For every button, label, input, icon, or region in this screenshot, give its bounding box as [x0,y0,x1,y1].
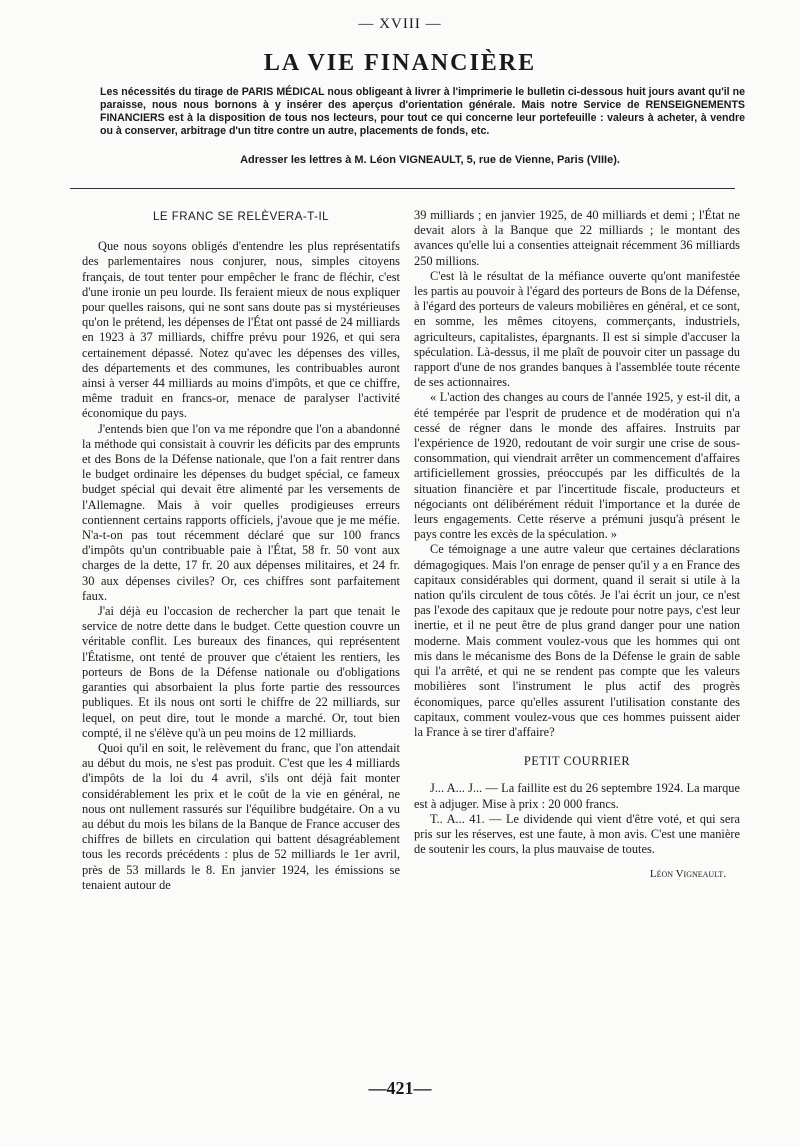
courrier-title: PETIT COURRIER [523,754,631,769]
article-paragraph: C'est là le résultat de la méfiance ouverte qu'ont manifestée les partis au pouvoir à l'égard des porteurs de Bons de la Défense, à l'égard des porteurs de valeurs mobilières en général, et ce sont, en somme, les mêmes citoyens, commerçants, industriels, agriculteurs, capitalistes, épargnants. Il est si simple d'accuser la spéculation. Là-dessus, il me plaît de pouvoir citer un passage du rapport d'une de nos grandes banques à l'assemblée toute récente de ses actionnaires. [414,268,741,390]
article-paragraph: Que nous soyons obligés d'entendre les plus représentatifs des parlementaires nous conjurer, nous, simples citoyens français, de tout tenter pour empêcher le franc de fléchir, c'est d'une ironie un peu lourde. Ils feraient mieux de nous expliquer pour quelles raisons, qui ne sont sans doute pas si mystérieuses qu'on le prétend, les dépenses de l'État ont passé de 24 milliards en 1923 à 37 milliards, chiffre prévu pour 1926, et qui sera certainement dépassé. Notez qu'avec les dépenses des villes, des départements et des communes, les contribuables auront ainsi à verser 44 milliards au moins d'impôts, et que ce chiffre, même traduit en francs-or, menace de paralyser l'activité économique du pays. [82,239,400,421]
right-column [414,208,740,883]
contact-address: Adresser les lettres à M. Léon VIGNEAULT, 5, rue de Vienne, Paris (VIIIe). [240,154,620,166]
article-paragraph: « L'action des changes au cours de l'année 1925, y est-il dit, a été tempérée par l'esprit de prudence et de modération qui n'a cessé de régner dans le monde des affaires. Instruits par l'expérience de 1920, redoutant de voir surgir une crise de sous-consommation, qui viendrait arrêter un commencement d'affaires artificiellement grossies, préoccupés par les difficultés de la situation financière et par l'incertitude fiscale, producteurs et négociants ont délibérément réduit l'importance et la durée de leurs engagements. Cette réserve a prémuni jusqu'à présent le pays contre les excès de la spéculation. » [414,390,740,542]
article-title: LE FRANC SE RELÈVERA-T-IL [152,211,330,223]
author-signature: Léon Vigneault. [649,868,726,881]
page-title: LA VIE FINANCIÈRE [263,50,537,76]
article-paragraph: Quoi qu'il en soit, le relèvement du franc, que l'on attendait au début du mois, ne s'est pas produit. C'est que les 4 milliards d'impôts de la loi du 4 avril, s'ils ont déjà fait monter considérablement les prix et le coût de la vie en général, ne nous ont nullement rassurés sur l'équilibre budgétaire. On a vu au début du mois les bilans de la Banque de France accuser des chiffres de billets en circulation qui battent désagréablement tous les records précédents : plus de 52 milliards le 1er avril, près de 53 millards le 8. En janvier 1924, les émissions se tenaient autour de [82,740,400,892]
page-number: —421— [368,1078,432,1098]
article-paragraph: 39 milliards ; en janvier 1925, de 40 milliards et demi ; l'État ne devait alors à la Banque que 22 milliards ; le montant des avances qu'elle lui a consenties atteignait récemment 36 milliards 250 millions. [414,208,740,268]
roman-page-number: — XVIII — [358,16,442,32]
courrier-entry: T.. A... 41. — Le dividende qui vient d'être voté, et qui sera pris sur les réserves, est une faute, à mon avis. C'est une manière de soutenir les cours, la plus mauvaise de toutes. [414,811,740,857]
article-paragraph: J'ai déjà eu l'occasion de rechercher la part que tenait le service de notre dette dans le budget. Cette question couvre un véritable conflit. Les bureaux des finances, qui représentent l'Étatisme, ont tenté de prouver que c'étaient les rentiers, les porteurs de Bons de la Défense nationale ou d'obligations garanties qui absorbaient la plus forte partie des ressources publiques. Et ils nous ont sorti le chiffre de 22 milliards, sur lequel, on peut dire, tout le monde a marché. Or, tout bien compté, il ne s'élève qu'à un peu moins de 12 milliards. [82,604,400,740]
editorial-notice: Les nécessités du tirage de PARIS MÉDICAL nous obligeant à livrer à l'imprimerie le bulletin ci-dessous huit jours avant qu'il ne paraisse, nous nous bornons à y insérer des aperçus d'orientation générale. Mais notre Service de RENSEIGNEMENTS FINANCIERS est à la disposition de tous nos lecteurs, pour tout ce qui concerne leur portefeuille : valeurs à acheter, à vendre ou à conserver, arbitrage d'un titre contre un autre, placements de fonds, etc. [100,86,745,137]
header-divider [70,188,735,189]
article-paragraph: Ce témoignage a une autre valeur que certaines déclarations démagogiques. Mais l'on enrage de penser qu'il y a en France des capitaux considérables qui dorment, quand il serait si utile à la nation qu'ils circulent de tous côtés. Je l'ai écrit un jour, ce n'est pas l'exode des capitaux que je redoute pour notre pays, c'est leur inertie, et il ne peut être de plus grand danger pour une nation moderne. Mais comment voulez-vous que les hommes qui ont mis dans le mécanisme des Bons de la Défense le grain de sable qui l'a arrêté, et qui ne se rendent pas compte que les valeurs mobilières sont l'instrument le plus actif des progrès économiques, parce qu'elles assurent l'utilisation constante des capitaux, comment voulez-vous que ces hommes puissent aider la France à se tirer d'affaire? [414,542,740,739]
courrier-entry: J... A... J... — La faillite est du 26 septembre 1924. La marque est à adjuger. Mise à prix : 20 000 francs. [414,781,740,811]
article-paragraph: J'entends bien que l'on va me répondre que l'on a abandonné la méthode qui consistait à couvrir les déficits par des emprunts et des Bons de la Défense nationale, que l'on a fait rentrer dans le budget ordinaire les dépenses du budget spécial, ce fameux budget spécial qui devait être alimenté par les versements de l'Allemagne. Mais à voir quelles prodigieuses erreurs contiennent certains rapports officiels, j'avoue que je me méfie. N'a-t-on pas tout récemment déclaré que sur 100 francs d'impôts qu'un contribuable paie à l'État, 58 fr. 50 vont aux charges de la dette, 17 fr. 20 aux dépenses militaires, et 24 fr. 30 aux dépenses civiles? Or, ces chiffres sont parfaitement faux. [82,421,400,603]
left-column [82,208,400,893]
